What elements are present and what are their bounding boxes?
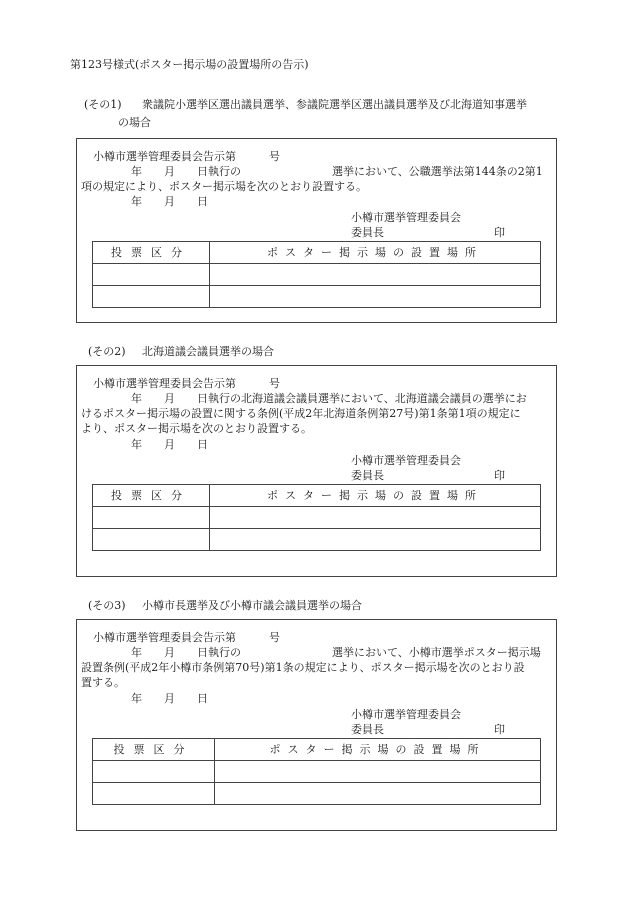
table-cell [93, 529, 210, 551]
table-cell [215, 761, 541, 783]
notice-body-cont: 設置条例(平成2年小樽市条例第70号)第1条の規定により、ポスター掲示場を次のとおり設 [81, 661, 525, 674]
section-2-heading: 北海道議会議員選挙の場合 [142, 345, 274, 358]
table-row [93, 286, 541, 308]
notice-number: 小樽市選挙管理委員会告示第 号 [93, 377, 280, 390]
notice-body: 年 月 日執行の北海道議会議員選挙において、北海道議会議員の選挙にお [131, 392, 527, 405]
header-placement-location: ポスター掲示場の設置場所 [215, 739, 541, 761]
chair-label: 委員長 [351, 469, 384, 482]
committee-name: 小樽市選挙管理委員会 [351, 454, 461, 467]
header-polling-district: 投票区分 [93, 485, 210, 507]
section-3-notice-box [76, 619, 557, 831]
section-1-heading-num: (その1) [84, 98, 122, 111]
seal-mark: 印 [494, 226, 505, 239]
table-cell [210, 286, 541, 308]
table-cell [210, 507, 541, 529]
section-3-heading: 小樽市長選挙及び小樽市議会議員選挙の場合 [142, 599, 362, 612]
placement-table [92, 484, 541, 551]
notice-date: 年 月 日 [131, 692, 208, 705]
section-1-notice-box [76, 138, 557, 323]
table-row [93, 529, 541, 551]
placement-table [92, 241, 541, 308]
table-row [93, 783, 541, 805]
notice-number: 小樽市選挙管理委員会告示第 号 [93, 150, 280, 163]
table-cell [210, 529, 541, 551]
placement-table [92, 738, 541, 805]
table-header-row [93, 485, 541, 507]
table-cell [93, 783, 215, 805]
table-header-row [93, 739, 541, 761]
notice-body: 選挙において、小樽市選挙ポスター掲示場 [332, 646, 541, 659]
table-cell [93, 286, 210, 308]
header-polling-district: 投票区分 [93, 739, 215, 761]
committee-name: 小樽市選挙管理委員会 [351, 211, 461, 224]
seal-mark: 印 [494, 723, 505, 736]
execution-date: 年 月 日執行の [131, 646, 241, 659]
chair-label: 委員長 [351, 723, 384, 736]
header-polling-district: 投票区分 [93, 242, 210, 264]
table-cell [93, 507, 210, 529]
section-2-heading-num: (その2) [88, 345, 126, 358]
table-header-row [93, 242, 541, 264]
notice-date: 年 月 日 [131, 195, 208, 208]
notice-body-cont: 項の規定により、ポスター掲示場を次のとおり設置する。 [81, 180, 367, 193]
notice-number: 小樽市選挙管理委員会告示第 号 [93, 631, 280, 644]
table-cell [210, 264, 541, 286]
notice-body: 選挙において、公職選挙法第144条の2第1 [332, 165, 543, 178]
table-row [93, 507, 541, 529]
notice-date: 年 月 日 [131, 438, 208, 451]
section-1-heading-cont: の場合 [118, 116, 151, 129]
page-title: 第123号様式(ポスター掲示場の設置場所の告示) [70, 58, 309, 71]
header-placement-location: ポスター掲示場の設置場所 [210, 485, 541, 507]
table-row [93, 761, 541, 783]
seal-mark: 印 [494, 469, 505, 482]
table-cell [93, 761, 215, 783]
table-cell [215, 783, 541, 805]
notice-body-cont-2: より、ポスター掲示場を次のとおり設置する。 [81, 422, 312, 435]
table-row [93, 264, 541, 286]
section-2-notice-box [76, 365, 557, 577]
notice-body-cont-2: 置する。 [81, 676, 125, 689]
notice-body-cont: けるポスター掲示場の設置に関する条例(平成2年北海道条例第27号)第1条第1項の規定に [81, 407, 521, 420]
chair-label: 委員長 [351, 226, 384, 239]
section-1-heading: 衆議院小選挙区選出議員選挙、参議院選挙区選出議員選挙及び北海道知事選挙 [142, 98, 527, 111]
table-cell [93, 264, 210, 286]
section-3-heading-num: (その3) [88, 599, 126, 612]
header-placement-location: ポスター掲示場の設置場所 [210, 242, 541, 264]
execution-date: 年 月 日執行の [131, 165, 241, 178]
committee-name: 小樽市選挙管理委員会 [351, 708, 461, 721]
